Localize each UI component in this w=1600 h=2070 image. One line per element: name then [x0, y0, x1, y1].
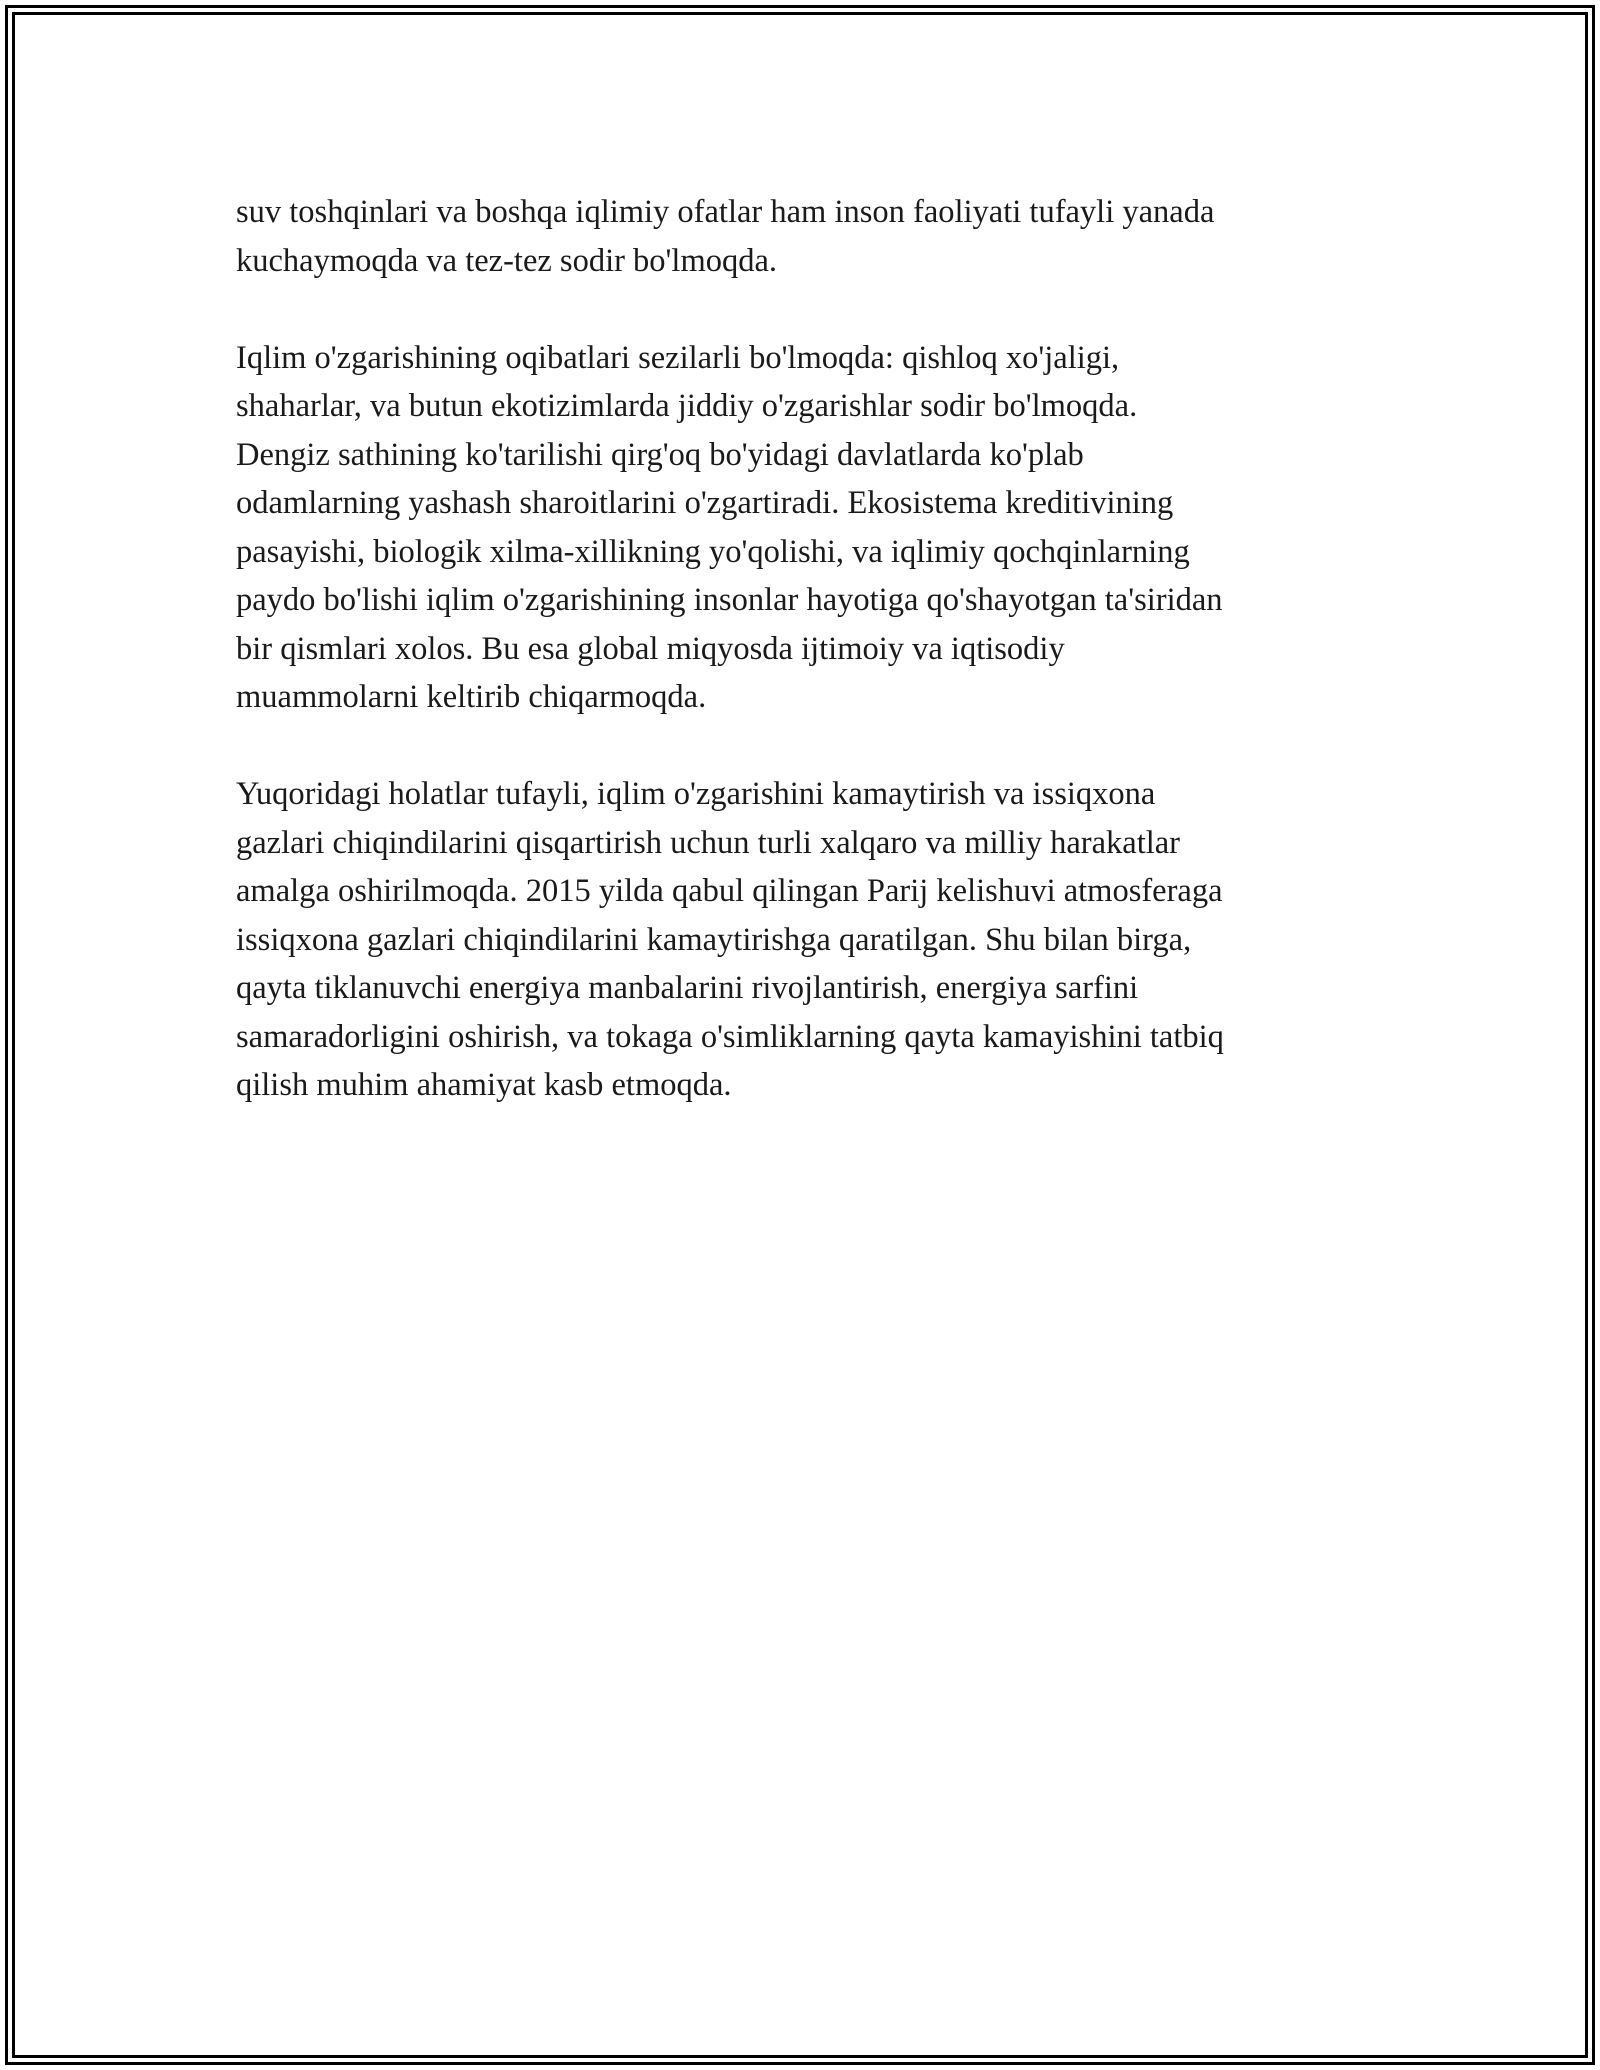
text-line: Dengiz sathining ko'tarilishi qirg'oq bo'yidagi davlatlarda ko'plab: [236, 436, 1084, 473]
text-line: Iqlim o'zgarishining oqibatlari sezilarli bo'lmoqda: qishloq xo'jaligi,: [236, 339, 1120, 376]
text-line: samaradorligini oshirish, va tokaga o'simliklarning qayta kamayishini tatbiq: [236, 1018, 1224, 1055]
text-line: odamlarning yashash sharoitlarini o'zgartiradi. Ekosistema kreditivining: [236, 485, 1174, 521]
paragraph-2: [236, 334, 1366, 722]
text-line: shaharlar, va butun ekotizimlarda jiddiy o'zgarishlar sodir bo'lmoqda.: [236, 388, 1138, 424]
paragraph-1: [236, 188, 1366, 285]
text-line: Yuqoridagi holatlar tufayli, iqlim o'zgarishini kamaytirish va issiqxona: [236, 776, 1156, 812]
text-line: suv toshqinlari va boshqa iqlimiy ofatlar ham inson faoliyati tufayli yanada: [236, 194, 1215, 230]
document-body: [236, 188, 1366, 1158]
text-line: muammolarni keltirib chiqarmoqda.: [236, 679, 707, 715]
text-line: amalga oshirilmoqda. 2015 yilda qabul qilingan Parij kelishuvi atmosferaga: [236, 873, 1223, 909]
paragraph-3: [236, 770, 1366, 1110]
text-line: bir qismlari xolos. Bu esa global miqyosda ijtimoiy va iqtisodiy: [236, 630, 1065, 667]
text-line: qilish muhim ahamiyat kasb etmoqda.: [236, 1067, 732, 1103]
text-line: gazlari chiqindilarini qisqartirish uchun turli xalqaro va milliy harakatlar: [236, 824, 1181, 861]
text-line: issiqxona gazlari chiqindilarini kamaytirishga qaratilgan. Shu bilan birga,: [236, 921, 1192, 958]
text-line: paydo bo'lishi iqlim o'zgarishining insonlar hayotiga qo'shayotgan ta'siridan: [236, 582, 1223, 618]
text-line: qayta tiklanuvchi energiya manbalarini rivojlantirish, energiya sarfini: [236, 970, 1139, 1006]
text-line: kuchaymoqda va tez-tez sodir bo'lmoqda.: [236, 242, 778, 279]
text-line: pasayishi, biologik xilma-xillikning yo'qolishi, va iqlimiy qochqinlarning: [236, 533, 1190, 570]
